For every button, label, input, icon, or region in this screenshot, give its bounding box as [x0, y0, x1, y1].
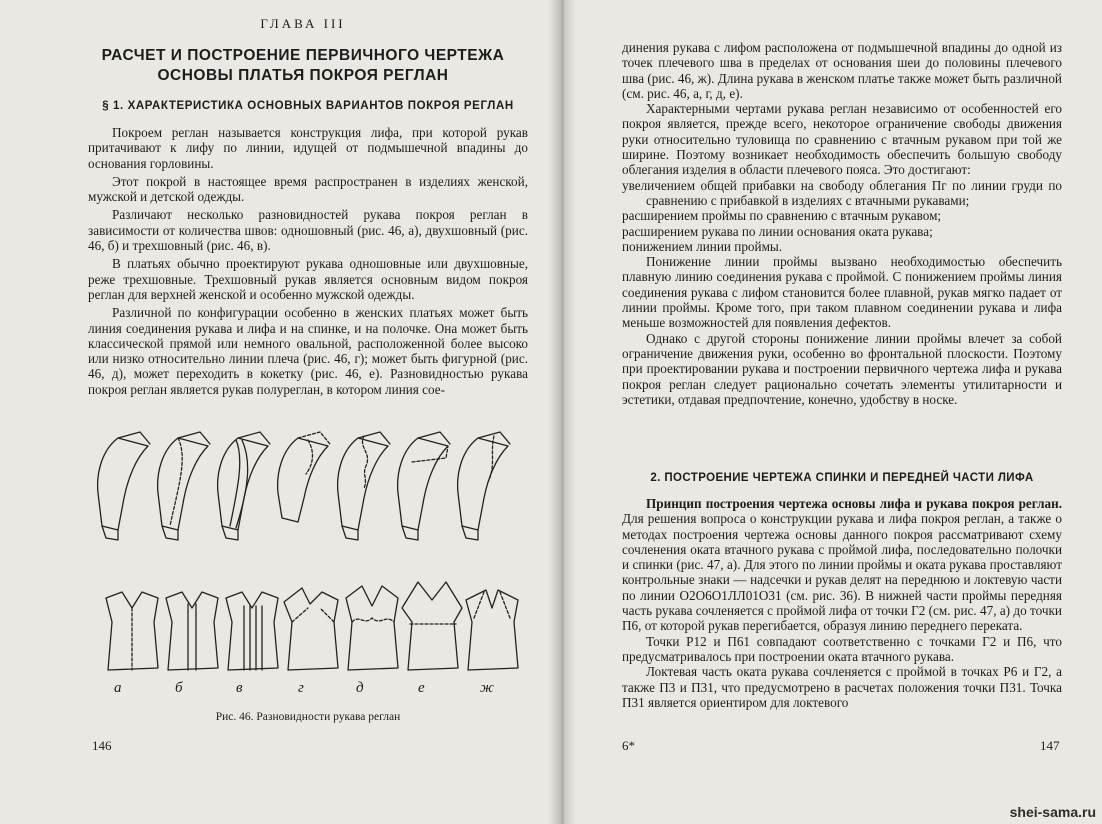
- paragraph: Точки Р12 и П61 совпадают соответственно с точками Г2 и П6, что предусматривалось при построении оката втачного рукава.: [622, 633, 1062, 664]
- sleeve-drawing: [398, 432, 450, 540]
- chapter-title-line: ОСНОВЫ ПЛАТЬЯ ПОКРОЯ РЕГЛАН: [157, 67, 449, 84]
- paragraph: Этот покрой в настоящее время распространен в изделиях женской, мужской и детской одежды.: [88, 173, 528, 205]
- page-number: 147: [1040, 738, 1060, 753]
- sleeve-drawing: [98, 432, 150, 540]
- watermark: shei-sama.ru: [1009, 804, 1096, 820]
- paragraph: Различной по конфигурации особенно в женских платьях может быть линия соединения рукава и лифа и на спинке, и на полочке. Она может быть классической прямой или немного овальной, расположенной более высоко или низко относительно линии плеча (рис. 46, г); может быть фигурной (рис. 46, д), может переходить в кокетку (рис. 46, е). Разновидностью рукава покроя реглан является рукав полуреглан, в котором линия сое-: [88, 305, 528, 397]
- right-body-text: [622, 40, 1062, 407]
- figure-label: в: [236, 680, 243, 696]
- left-body-text: [88, 125, 528, 397]
- figure-label: г: [298, 680, 304, 696]
- paragraph: [622, 496, 1062, 634]
- list-item: расширением рукава по линии основания оката рукава;: [622, 223, 933, 239]
- figure-caption: Рис. 46. Разновидности рукава реглан: [215, 711, 401, 723]
- sleeve-drawing: [218, 432, 270, 540]
- figure-label: б: [175, 680, 183, 696]
- raglan-sleeve-illustrations: [88, 418, 528, 678]
- figure-label: ж: [480, 680, 494, 696]
- bold-lead: Принцип построения чертежа основы лифа и рукава покроя реглан.: [646, 496, 1062, 511]
- figure-label: а: [114, 680, 122, 696]
- chapter-title-line: РАСЧЕТ И ПОСТРОЕНИЕ ПЕРВИЧНОГО ЧЕРТЕЖА: [101, 47, 505, 64]
- right-body-text-2: [622, 496, 1062, 710]
- paragraph: Покроем реглан называется конструкция лифа, при которой рукав притачивают к лифу по линии, идущей от подмышечной впадины до основания горловины.: [88, 125, 528, 171]
- list-item: расширением проймы по сравнению с втачным рукавом;: [622, 208, 942, 224]
- book-gutter: [548, 0, 576, 824]
- bodice-drawing: [346, 586, 398, 670]
- sleeve-drawing: [158, 432, 210, 540]
- figure-labels: [88, 680, 528, 700]
- paragraph: динения рукава с лифом расположена от подмышечной впадины до одной из точек плечевого шва в пределах от основания шеи до половины плечевого шва (рис. 46, ж). Длина рукава в женском платье также может быть различной (см. рис. 46, а, г, д, е).: [622, 40, 1062, 101]
- chapter-title: [88, 46, 518, 86]
- sleeve-drawing: [278, 432, 330, 522]
- list-item: увеличением общей прибавки на свободу облегания Пг по линии груди по сравнению с прибавкой в изделиях с втачными рукавами;: [622, 177, 1062, 208]
- paragraph: Понижение линии проймы вызвано необходимостью обеспечить плавную линию соединения рукава с проймой. С понижением проймы линия соединения рукава с лифом становится более плавной, рукав мягко падает от линии проймы. Кроме того, при таком плавном соединении рукава и лифа меньше возможностей для появления дефектов.: [622, 254, 1062, 331]
- right-page: [574, 0, 1102, 824]
- list-item: понижением линии проймы.: [622, 238, 783, 254]
- paragraph: Однако с другой стороны понижение линии проймы влечет за собой ограничение движения руки, особенно во фронтальной плоскости. Поэтому при проектировании рукава и построении первичного чертежа лифа и рукава покроя реглан следует рационально сочетать элементы утилитарности и эстетики, отдавая предпочтение, конечно, удобству в носке.: [622, 330, 1062, 407]
- bodice-drawing: [402, 582, 462, 670]
- bodice-drawing: [226, 592, 278, 670]
- sleeve-drawing: [338, 432, 390, 540]
- bodice-drawing: [284, 588, 338, 670]
- section-heading: 2. ПОСТРОЕНИЕ ЧЕРТЕЖА СПИНКИ И ПЕРЕДНЕЙ ЧАСТИ ЛИФА: [650, 472, 1034, 484]
- paragraph: Локтевая часть оката рукава сочленяется с проймой в точках Р6 и Г2, а также П3 и П31, что предусмотрено в расчетах положения точки П31. Точка П31 является ориентиром для локтевого: [622, 664, 1062, 710]
- paragraph: Характерными чертами рукава реглан независимо от особенностей его покроя является, прежде всего, некоторое ограничение свободы движения руки относительно туловища по сравнению с втачным рукавом при той же ширине. Поэтому возникает необходимость обеспечить большую свободу облегания изделия в области плечевого пояса. Это достигают:: [622, 101, 1062, 178]
- figure-label: е: [418, 680, 425, 696]
- paragraph: Различают несколько разновидностей рукава покроя реглан в зависимости от количества швов: одношовный (рис. 46, а), двухшовный (рис. 46, б) и трехшовный (рис. 46, в).: [88, 207, 528, 254]
- figure-label: д: [356, 680, 364, 696]
- chapter-heading: ГЛАВА III: [260, 16, 346, 31]
- signature-mark: 6*: [622, 738, 635, 753]
- figure-46: [88, 418, 528, 708]
- sleeve-drawing: [458, 432, 510, 540]
- section-heading: § 1. ХАРАКТЕРИСТИКА ОСНОВНЫХ ВАРИАНТОВ ПОКРОЯ РЕГЛАН: [102, 100, 514, 112]
- paragraph-text: Для решения вопроса о конструкции рукава и лифа покроя реглан, а также о методах построения чертежа основы данного покроя рассматривают схему сочленения оката втачного рукава с проймой лифа, последовательно полочки и спинки (рис. 47, а). Для этого по линии проймы и оката рукава проставляют контрольные знаки — надсечки и рукав делят на переднюю и локтевую части по линии О2О6О1ЛЛ01О31 (см. рис. 36). В нижней части проймы передняя часть рукава сочленяется с проймой лифа от точки Г2 (см. рис. 47, а) до точки П6, от которой рукав перегибается, образуя линию переднего переката.: [622, 511, 1062, 634]
- bodice-drawing: [106, 592, 158, 670]
- bodice-drawing: [466, 590, 518, 670]
- bodice-drawing: [166, 592, 218, 670]
- paragraph: В платьях обычно проектируют рукава одношовные или двухшовные, реже трехшовные. Трехшовный рукав является основным видом покроя реглан для верхней женской и особенно мужской одежды.: [88, 256, 528, 302]
- page-number: 146: [92, 738, 112, 753]
